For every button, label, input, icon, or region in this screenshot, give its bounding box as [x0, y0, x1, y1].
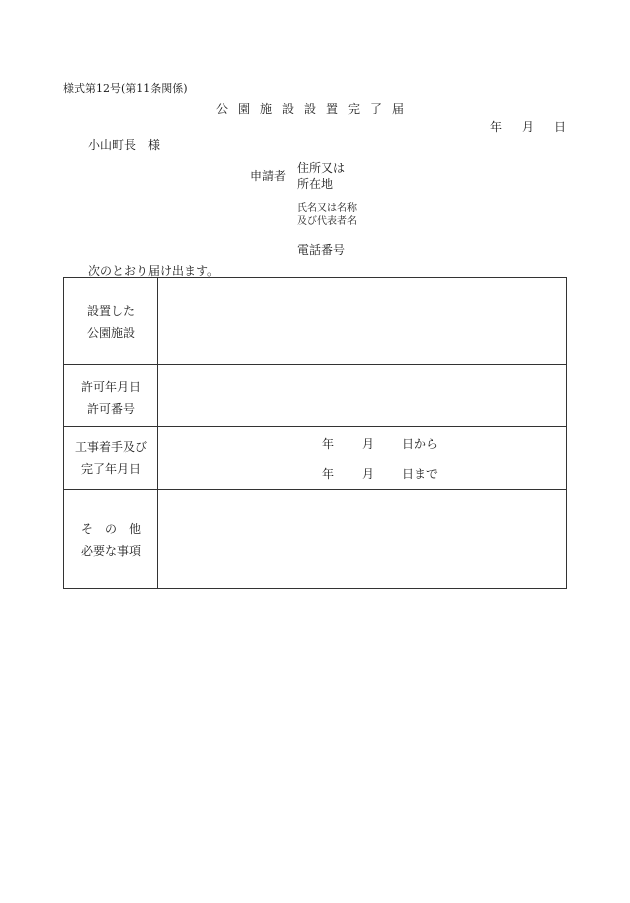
- applicant-name-label: [297, 202, 357, 228]
- form-title: 公園施設設置完了届: [215, 102, 414, 116]
- applicant-label: 申請者: [250, 169, 287, 183]
- permit-label-line2: 許可番号: [86, 402, 135, 416]
- permit-label-line1: 許可年月日: [80, 380, 141, 394]
- start-month-label: 月: [362, 437, 375, 451]
- completion-form-table: [63, 277, 567, 589]
- facility-value-field[interactable]: [158, 278, 566, 364]
- period-end-line: [322, 465, 438, 482]
- name-label-line1: 氏名又は名称: [297, 203, 357, 214]
- end-month-label: 月: [362, 467, 375, 481]
- address-label-line1: 住所又は: [297, 161, 346, 175]
- addressee: 小山町長 様: [88, 138, 161, 152]
- end-year-label: 年: [322, 467, 335, 481]
- table-row-other: [64, 489, 566, 589]
- period-start-line: [322, 435, 438, 452]
- applicant-phone-label: 電話番号: [297, 243, 346, 257]
- date-month-label: 月: [521, 120, 534, 134]
- other-label-cell: [64, 490, 158, 589]
- end-day-label: 日まで: [402, 467, 439, 481]
- permit-label-cell: [64, 365, 158, 426]
- date-day-label: 日: [553, 120, 566, 134]
- start-year-label: 年: [322, 437, 335, 451]
- other-label-line1: そ の 他: [80, 522, 141, 536]
- permit-value-field[interactable]: [158, 365, 566, 426]
- submission-date: [490, 118, 566, 135]
- date-year-label: 年: [489, 120, 502, 134]
- period-value-field[interactable]: [158, 427, 566, 489]
- table-row-period: [64, 426, 566, 489]
- other-value-field[interactable]: [158, 490, 566, 589]
- facility-label-cell: [64, 278, 158, 364]
- table-row-permit: [64, 364, 566, 426]
- facility-label-line2: 公園施設: [86, 326, 135, 340]
- period-label-line2: 完了年月日: [80, 462, 141, 476]
- start-day-label: 日から: [402, 437, 439, 451]
- period-label-cell: [64, 427, 158, 489]
- address-label-line2: 所在地: [297, 177, 334, 191]
- period-label-line1: 工事着手及び: [74, 440, 147, 454]
- facility-label-line1: 設置した: [86, 304, 135, 318]
- other-label-line2: 必要な事項: [80, 544, 141, 558]
- name-label-line2: 及び代表者名: [297, 216, 357, 227]
- applicant-address-label: [297, 160, 345, 192]
- intro-text: 次のとおり届け出ます。: [88, 264, 220, 278]
- table-row-facility: [64, 278, 566, 364]
- form-number: 様式第12号(第11条関係): [63, 82, 188, 95]
